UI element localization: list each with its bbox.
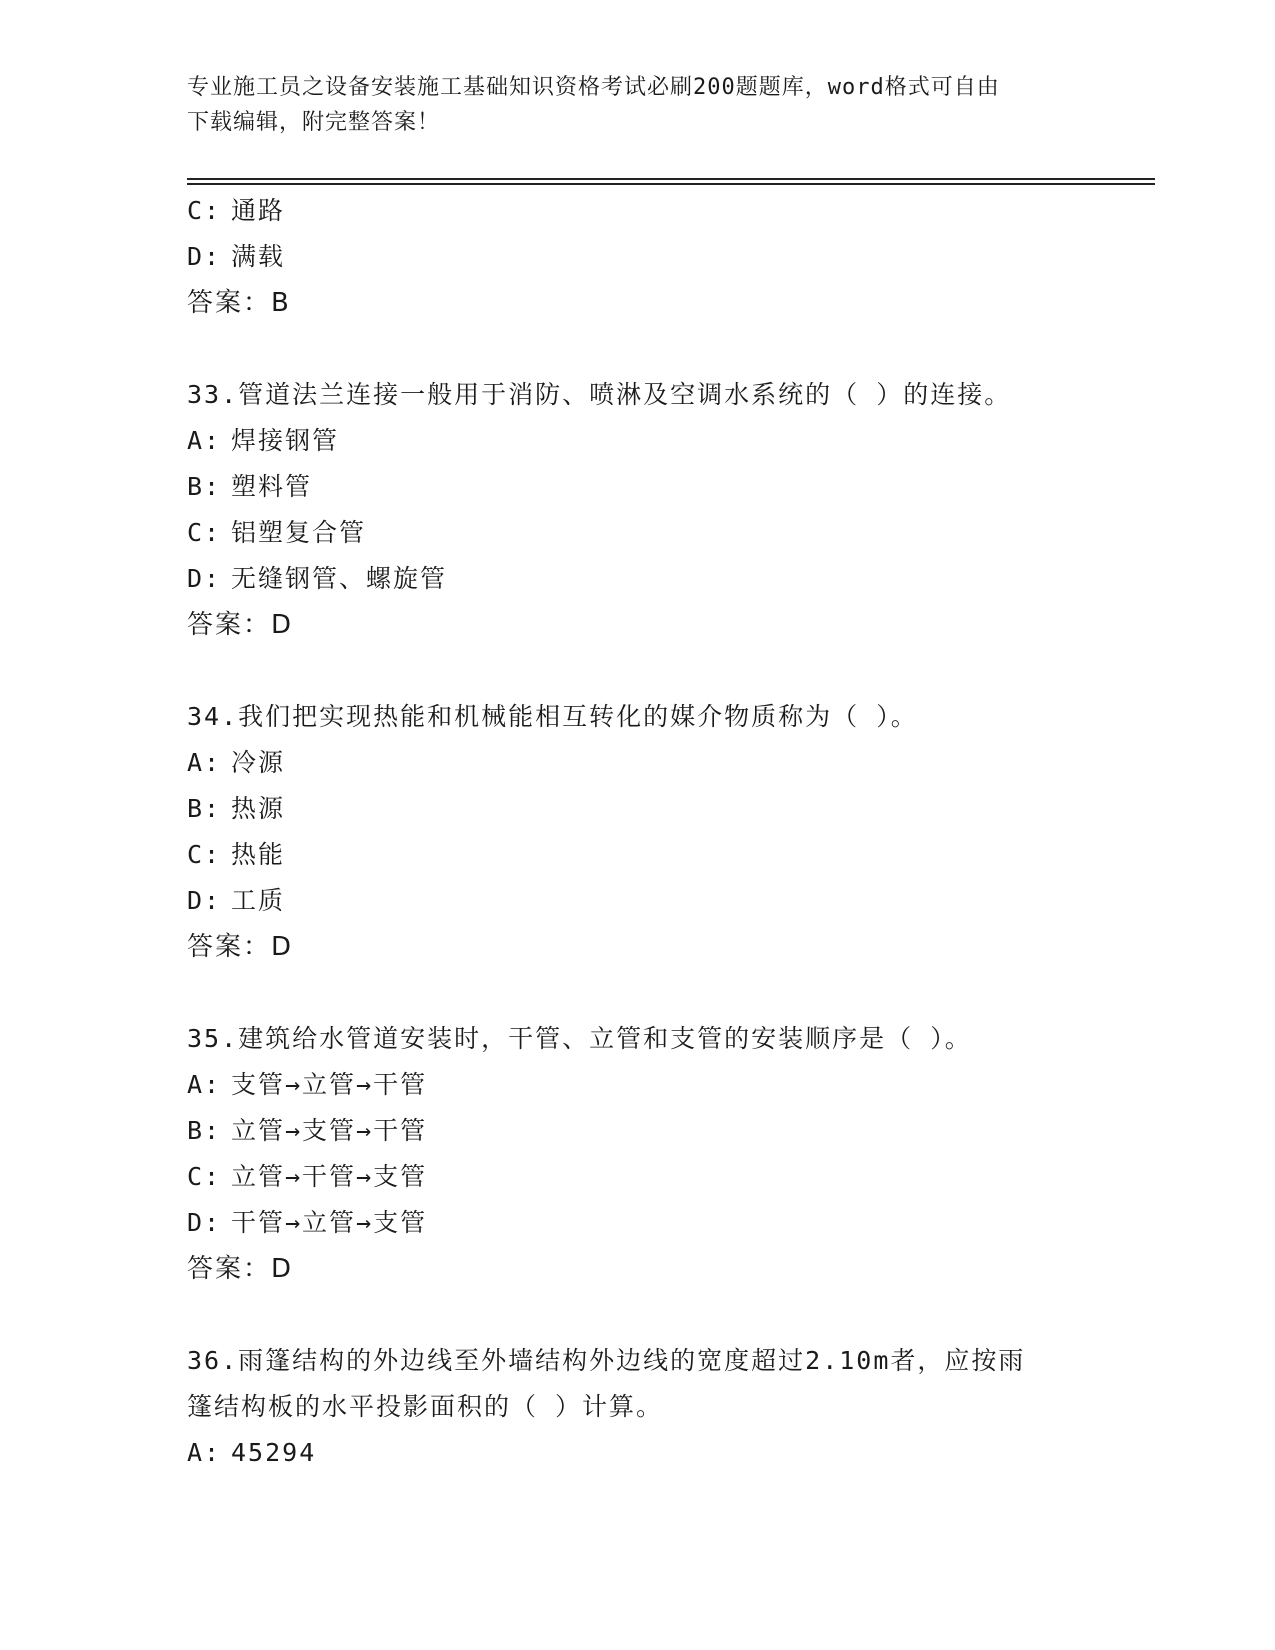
question-36-stem-line-2: 篷结构板的水平投影面积的（ ）计算。 bbox=[187, 1392, 664, 1421]
option-d: D: 干管→立管→支管 bbox=[187, 1208, 428, 1237]
option-a: A: 冷源 bbox=[187, 748, 286, 777]
option-c: C: 铝塑复合管 bbox=[187, 518, 367, 547]
question-35-stem: 35.建筑给水管道安装时，干管、立管和支管的安装顺序是（ ）。 bbox=[187, 1024, 972, 1053]
option-d: D: 无缝钢管、螺旋管 bbox=[187, 564, 448, 593]
answer-line: 答案：D bbox=[187, 610, 294, 640]
option-c: C: 立管→干管→支管 bbox=[187, 1162, 428, 1191]
option-c: C: 通路 bbox=[187, 196, 286, 225]
option-b: B: 热源 bbox=[187, 794, 286, 823]
option-c: C: 热能 bbox=[187, 840, 286, 869]
document-header bbox=[187, 70, 1087, 140]
option-d: D: 工质 bbox=[187, 886, 286, 915]
header-line-1: 专业施工员之设备安装施工基础知识资格考试必刷200题题库，word格式可自由 bbox=[187, 75, 1000, 100]
option-a: A: 支管→立管→干管 bbox=[187, 1070, 428, 1099]
header-divider-top bbox=[187, 178, 1155, 180]
answer-line: 答案：B bbox=[187, 288, 291, 318]
question-34-stem: 34.我们把实现热能和机械能相互转化的媒介物质称为（ ）。 bbox=[187, 702, 918, 731]
answer-line: 答案：D bbox=[187, 932, 294, 962]
question-33-stem: 33.管道法兰连接一般用于消防、喷淋及空调水系统的（ ）的连接。 bbox=[187, 380, 1012, 409]
question-list bbox=[187, 188, 1087, 1476]
question-36-stem-line-1: 36.雨篷结构的外边线至外墙结构外边线的宽度超过2.10m者，应按雨 bbox=[187, 1346, 1026, 1375]
answer-line: 答案：D bbox=[187, 1254, 294, 1284]
option-b: B: 塑料管 bbox=[187, 472, 313, 501]
option-b: B: 立管→支管→干管 bbox=[187, 1116, 428, 1145]
header-divider-bottom bbox=[187, 183, 1155, 185]
option-a: A: 45294 bbox=[187, 1438, 317, 1467]
option-a: A: 焊接钢管 bbox=[187, 426, 340, 455]
option-d: D: 满载 bbox=[187, 242, 286, 271]
header-line-2: 下载编辑，附完整答案！ bbox=[187, 110, 441, 135]
